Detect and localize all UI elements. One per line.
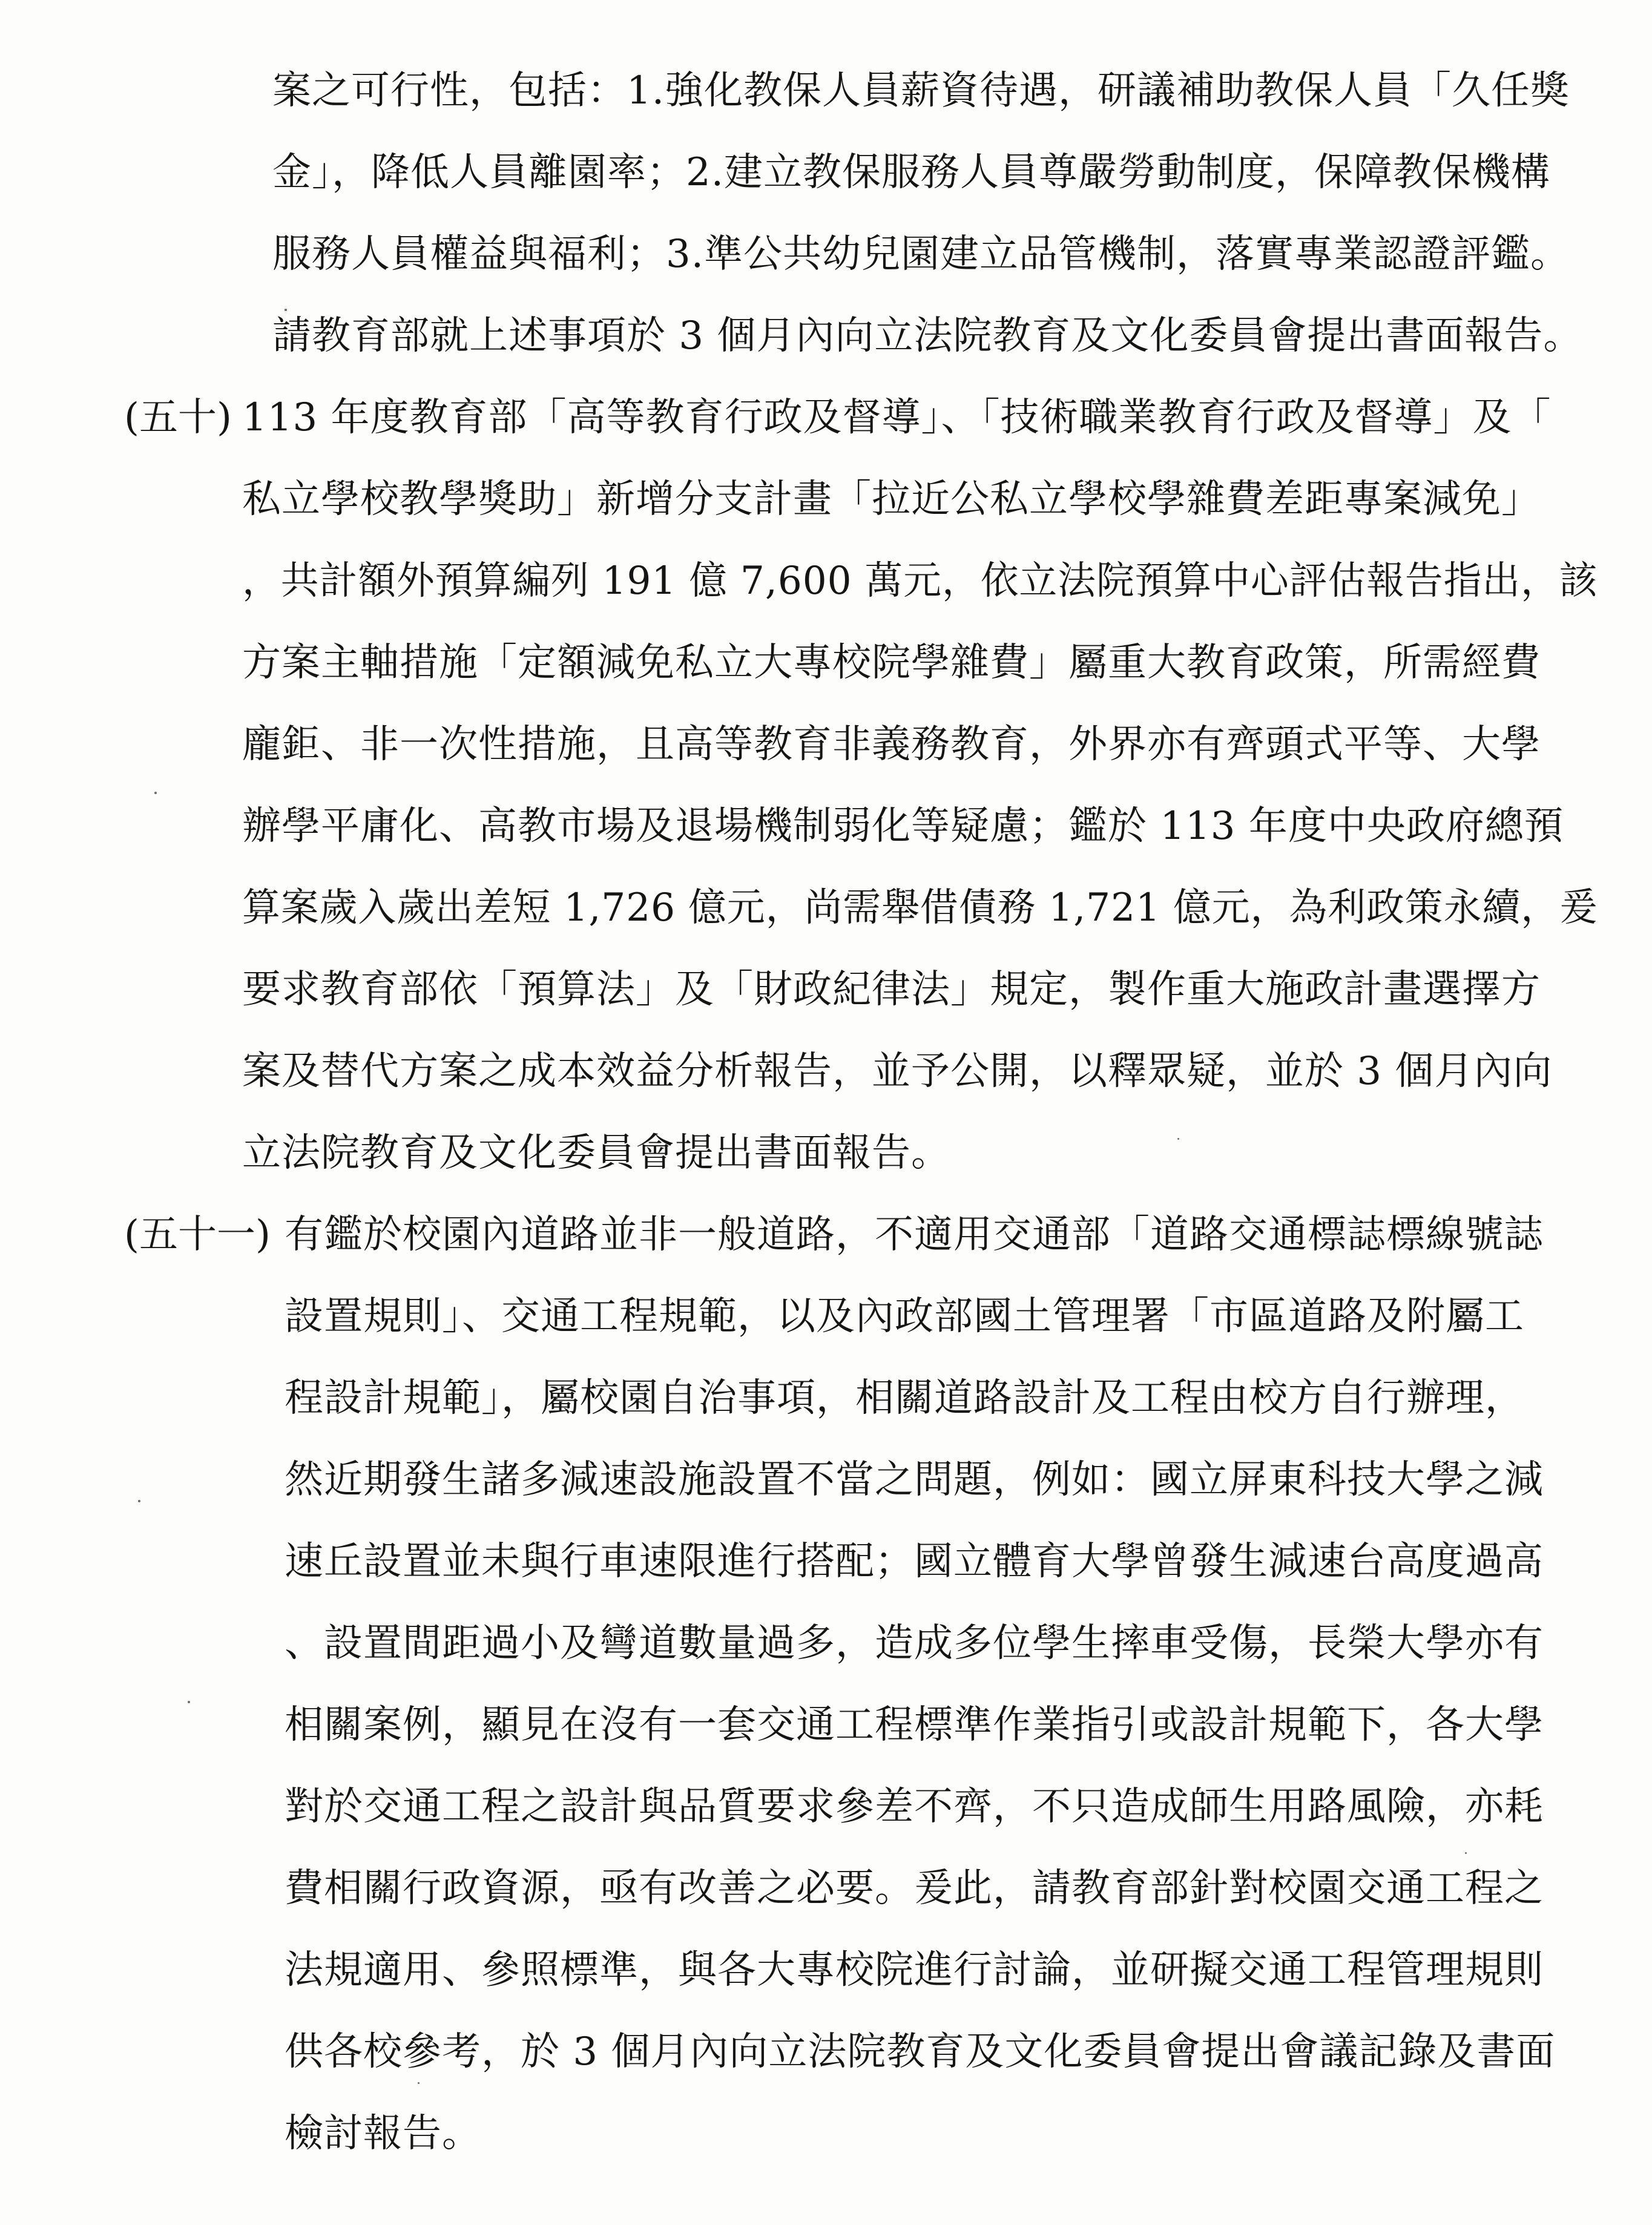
item-50-line-1: 113 年度教育部「高等教育行政及督導」、「技術職業教育行政及督導」及「 bbox=[242, 395, 1552, 440]
scan-speck bbox=[154, 792, 157, 794]
item-50-line-3: ，共計額外預算編列 191 億 7,600 萬元，依立法院預算中心評估報告指出，該 bbox=[242, 559, 1598, 603]
scan-speck bbox=[188, 1701, 190, 1703]
scan-speck bbox=[418, 2082, 420, 2084]
item-51-line-1: 有鑑於校園內道路並非一般道路，不適用交通部「道路交通標誌標線號誌 bbox=[285, 1212, 1544, 1257]
scan-speck bbox=[138, 1500, 140, 1502]
item-51-line-4: 然近期發生諸多減速設施設置不當之問題，例如：國立屏東科技大學之減 bbox=[285, 1458, 1544, 1502]
item-51-line-6: 、設置間距過小及彎道數量過多，造成多位學生摔車受傷，長榮大學亦有 bbox=[285, 1621, 1544, 1666]
item-50-line-9: 案及替代方案之成本效益分析報告，並予公開，以釋眾疑，並於 3 個月內向 bbox=[242, 1049, 1553, 1094]
item-50-line-10: 立法院教育及文化委員會提出書面報告。 bbox=[242, 1131, 950, 1175]
item-51-line-3: 程設計規範」，屬校園自治事項，相關道路設計及工程由校方自行辦理， bbox=[285, 1376, 1524, 1421]
item-50-line-2: 私立學校教學獎助」新增分支計畫「拉近公私立學校學雜費差距專案減免」 bbox=[242, 477, 1541, 522]
item-51-line-12: 檢討報告。 bbox=[285, 2111, 481, 2156]
item-51-line-9: 費相關行政資源，亟有改善之必要。爰此，請教育部針對校園交通工程之 bbox=[285, 1866, 1544, 1911]
continuation-line-3: 服務人員權益與福利；3.準公共幼兒園建立品管機制，落實專業認證評鑑。 bbox=[272, 232, 1570, 277]
item-51-marker: (五十一) bbox=[124, 1212, 271, 1257]
item-50-line-7: 算案歲入歲出差短 1,726 億元，尚需舉借債務 1,721 億元，為利政策永續，爰 bbox=[242, 886, 1598, 930]
item-51-line-10: 法規適用、參照標準，與各大專校院進行討論，並研擬交通工程管理規則 bbox=[285, 1948, 1544, 1993]
item-50-line-5: 龐鉅、非一次性措施，且高等教育非義務教育，外界亦有齊頭式平等、大學 bbox=[242, 722, 1541, 767]
item-50-line-8: 要求教育部依「預算法」及「財政紀律法」規定，製作重大施政計畫選擇方 bbox=[242, 967, 1541, 1012]
item-51-line-8: 對於交通工程之設計與品質要求參差不齊，不只造成師生用路風險，亦耗 bbox=[285, 1784, 1544, 1829]
scan-speck bbox=[1465, 1852, 1467, 1854]
item-50-marker: (五十) bbox=[124, 395, 232, 440]
scan-speck bbox=[285, 309, 287, 311]
item-51-line-7: 相關案例，顯見在沒有一套交通工程標準作業指引或設計規範下，各大學 bbox=[285, 1703, 1544, 1747]
continuation-line-2: 金」，降低人員離園率；2.建立教保服務人員尊嚴勞動制度，保障教保機構 bbox=[272, 150, 1551, 195]
item-50-line-4: 方案主軸措施「定額減免私立大專校院學雜費」屬重大教育政策，所需經費 bbox=[242, 640, 1541, 685]
scan-speck bbox=[1177, 1138, 1179, 1140]
continuation-line-1: 案之可行性，包括：1.強化教保人員薪資待遇，研議補助教保人員「久任獎 bbox=[272, 68, 1570, 113]
item-51-line-11: 供各校參考，於 3 個月內向立法院教育及文化委員會提出會議記錄及書面 bbox=[285, 2029, 1556, 2074]
item-51-line-5: 速丘設置並未與行車速限進行搭配；國立體育大學曾發生減速台高度過高 bbox=[285, 1539, 1544, 1584]
continuation-line-4: 請教育部就上述事項於 3 個月內向立法院教育及文化委員會提出書面報告。 bbox=[272, 314, 1583, 358]
item-51-line-2: 設置規則」、交通工程規範，以及內政部國土管理署「市區道路及附屬工 bbox=[285, 1294, 1524, 1339]
item-50-line-6: 辦學平庸化、高教市場及退場機制弱化等疑慮；鑑於 113 年度中央政府總預 bbox=[242, 804, 1564, 849]
